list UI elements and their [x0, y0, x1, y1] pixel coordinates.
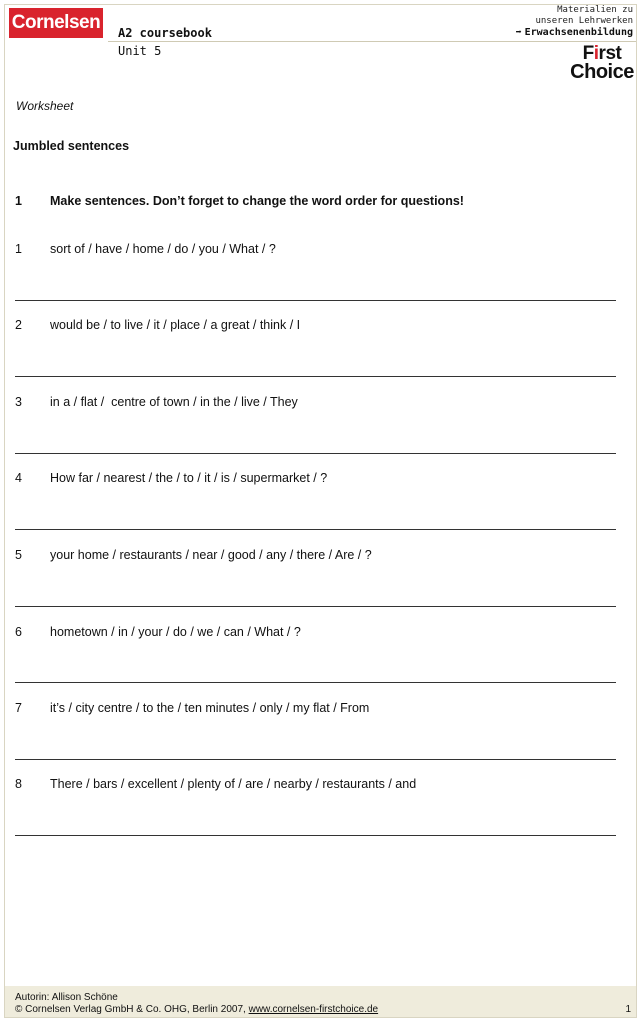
exercise-number: 3 — [15, 395, 22, 409]
exercise-number: 6 — [15, 625, 22, 639]
footer-copyright: © Cornelsen Verlag GmbH & Co. OHG, Berlin 2007, www.cornelsen-firstchoice.de — [15, 1004, 379, 1015]
answer-line-1[interactable] — [15, 300, 616, 301]
materials-note — [535, 5, 633, 27]
answer-line-6[interactable] — [15, 682, 616, 683]
adult-education-text: Erwachsenenbildung — [524, 27, 633, 38]
first-choice-logo-line-1: First — [582, 43, 622, 64]
header-divider — [108, 41, 636, 42]
exercise-text: sort of / have / home / do / you / What / ? — [50, 242, 276, 256]
answer-line-2[interactable] — [15, 376, 616, 377]
exercise-number: 8 — [15, 777, 22, 791]
materials-line-2: unseren Lehrwerken — [535, 16, 633, 26]
exercise-number: 5 — [15, 548, 22, 562]
task-number: 1 — [15, 194, 22, 208]
answer-line-3[interactable] — [15, 453, 616, 454]
materials-line-1: Materialien zu — [557, 5, 633, 15]
answer-line-8[interactable] — [15, 835, 616, 836]
exercise-text: There / bars / excellent / plenty of / are / nearby / restaurants / and — [50, 777, 417, 791]
page-number: 1 — [625, 1004, 631, 1015]
exercise-number: 1 — [15, 242, 22, 256]
section-title: Jumbled sentences — [13, 139, 130, 153]
exercise-number: 7 — [15, 701, 22, 715]
exercise-number: 4 — [15, 471, 22, 485]
first-choice-logo — [570, 45, 634, 81]
first-choice-logo-line-2: Choice — [570, 61, 634, 83]
worksheet-label: Worksheet — [16, 99, 74, 113]
answer-line-4[interactable] — [15, 529, 616, 530]
exercise-text: How far / nearest / the / to / it / is / supermarket / ? — [50, 471, 328, 485]
task-text: Make sentences. Don’t forget to change the word order for questions! — [50, 194, 464, 208]
exercise-text: it’s / city centre / to the / ten minutes / only / my flat / From — [50, 701, 370, 715]
footer-author: Autorin: Allison Schöne — [15, 992, 118, 1003]
exercise-number: 2 — [15, 318, 22, 332]
exercise-text: hometown / in / your / do / we / can / What / ? — [50, 625, 301, 639]
arrow-right-icon: ➡ — [515, 27, 522, 38]
exercise-text: would be / to live / it / place / a great / think / I — [50, 318, 301, 332]
course-title: A2 coursebook — [118, 26, 212, 40]
adult-education-label — [516, 27, 633, 38]
answer-line-7[interactable] — [15, 759, 616, 760]
page-frame — [4, 4, 637, 1018]
unit-label: Unit 5 — [118, 44, 162, 58]
exercise-text: in a / flat / centre of town / in the / live / They — [50, 395, 298, 409]
website-link[interactable]: www.cornelsen-firstchoice.de — [248, 1004, 379, 1015]
answer-line-5[interactable] — [15, 606, 616, 607]
cornelsen-logo: Cornelsen — [9, 8, 103, 38]
exercise-text: your home / restaurants / near / good / any / there / Are / ? — [50, 548, 372, 562]
